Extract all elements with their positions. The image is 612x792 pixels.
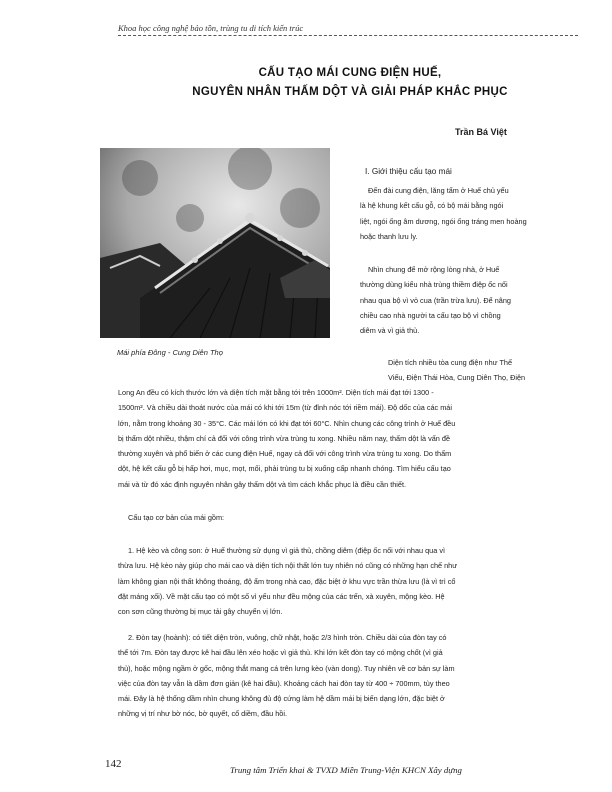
text-line: việc của đòn tay vẫn là dầm đơn giản (kê hai đầu). Khoảng cách hai đòn tay từ 400 ÷ 700mm, tùy theo [118,678,450,688]
text-line: làm không gian nội thất không thoáng, độ ẩm trong nhà cao, đặc biệt ở khu vực trần thừa lưu (là vì trì cổ [118,576,456,586]
roof-photo-graphic [100,148,330,338]
text-line: thể tới 7m. Đòn tay được kê hai đầu lên xéo hoặc vì giả thủ. Khi lớn kết đòn tay có mộng chốt (vì giả [118,648,443,658]
text-line: nhau qua bộ vì vỏ cua (trần trừa lưu). Để nâng [360,295,511,305]
text-line: là hệ khung kết cấu gỗ, có bộ mái bằng ngói [360,201,504,211]
text-line: Diện tích nhiều tòa cung điện như Thế [388,358,513,367]
text-line: con sơn cũng thường bị mục tải gây chuyển vị lớn. [118,607,283,617]
text-line: thường dùng kiểu nhà trùng thiềm điệp ốc nối [360,280,508,290]
text-line: 2. Đòn tay (hoành): có tiết diện tròn, vuông, chữ nhật, hoặc 2/3 hình tròn. Chiều dài của đòn tay có [128,633,447,642]
page-footer: Trung tâm Triển khai & TVXD Miền Trung-Viện KHCN Xây dựng [230,765,462,775]
title-line-2: NGUYÊN NHÂN THẤM DỘT VÀ GIẢI PHÁP KHẮC PHỤC [192,86,508,98]
text-line: đặt máng xối). Về mặt cấu tạo có một số vì yếu như đều mộng của các trến, xà xuyên, mộng kèo. Hệ [118,591,445,601]
text-line: thủ), hoặc mộng ngầm ở gốc, mộng thắt mang cá trên lưng kèo (vàn dong). Tuy nhiên về cơ bản sự làm [118,663,455,673]
page-number: 142 [105,758,122,770]
text-line: hoặc thanh lưu ly. [360,231,418,241]
author: Trần Bá Việt [455,127,507,137]
text-line: mái và từ đó xác định nguyên nhân gây thấm dột và tìm cách khắc phục là điều cần thiết. [118,479,407,489]
title-line-1: CẤU TẠO MÁI CUNG ĐIỆN HUẾ, [258,67,442,79]
text-line: Viếu, Điện Thái Hòa, Cung Diên Thọ, Điện [388,373,526,383]
text-line: những vị trí như bờ nóc, bờ quyết, cổ diềm, đầu hồi. [118,709,288,719]
text-line: Nhìn chung để mở rộng lòng nhà, ở Huế [368,265,500,274]
text-line: bị thấm dột nhiều, thậm chí cả đối với công trình vừa trùng tu xong. Nhiều năm nay, thấm dột là vấn đề [118,433,451,443]
section-heading: I. Giới thiệu cấu tạo mái [365,167,452,176]
paragraph-intro [360,183,527,244]
running-header: Khoa học công nghệ bảo tồn, trùng tu di tích kiến trúc [118,23,578,36]
paragraph-truss [118,543,457,619]
text-line: 1500m². Và chiều dài thoát nước của mái có khi tới 15m (từ đỉnh nóc tới riềm mái). Độ dốc của các mái [118,403,452,413]
text-line: thừa lưu. Hệ kèo này giúp cho mái cao và diện tích nội thất lớn tuy nhiên nó cũng có những hạn chế như [118,561,458,571]
paragraph-area [118,385,455,492]
paragraph-purlin [118,630,455,722]
text-line: diêm và vì giả thủ. [360,326,420,336]
text-line: chiều cao nhà người ta cấu tạo bộ vì chồng [360,310,501,320]
text-line: dột, hệ kết cấu gỗ bị hấp hơi, mục, mọt, mối, phải trùng tu bị xuống cấp nhanh chóng. Tìm hiểu cấu tạo [118,464,451,474]
paragraph-area-first-line [388,355,525,386]
text-line: Đến đài cung điện, lăng tẩm ở Huế chủ yếu [368,186,509,195]
text-line: Long An đều có kích thước lớn và diện tích mặt bằng tới trên 1000m². Diện tích mái đạt tới 1300 - [118,388,434,397]
figure-caption: Mái phía Đông - Cung Diên Thọ [117,348,223,357]
roof-photo [100,148,330,338]
text-line: liệt, ngói ống âm dương, ngói ống tráng men hoàng [360,216,527,226]
text-line: mái. Đây là hệ thống dầm nhìn chung không đủ độ cứng làm hệ dầm mái bị biến dạng lớn, đặc biệt ở [118,694,445,704]
text-line: thường xuyên và phổ biến ở các cung điện Huế, ngay cả đối với công trình vừa trùng tu xong. Do thấm [118,449,452,459]
text-line: Cấu tạo cơ bản của mái gồm: [128,513,225,522]
text-line: 1. Hệ kèo và công son: ở Huế thường sử dụng vì giả thủ, chồng diêm (điệp ốc nối với nhau qua vì [128,546,445,555]
article-title [140,64,560,102]
text-line: lớn, nằm trong khoảng 30 - 35°C. Các mái lớn có khi đạt tới 60°C. Nhìn chung các công trình ở Huế đều [118,418,456,428]
paragraph-roof-structure [360,262,511,338]
paragraph-basic-structure [128,510,224,525]
